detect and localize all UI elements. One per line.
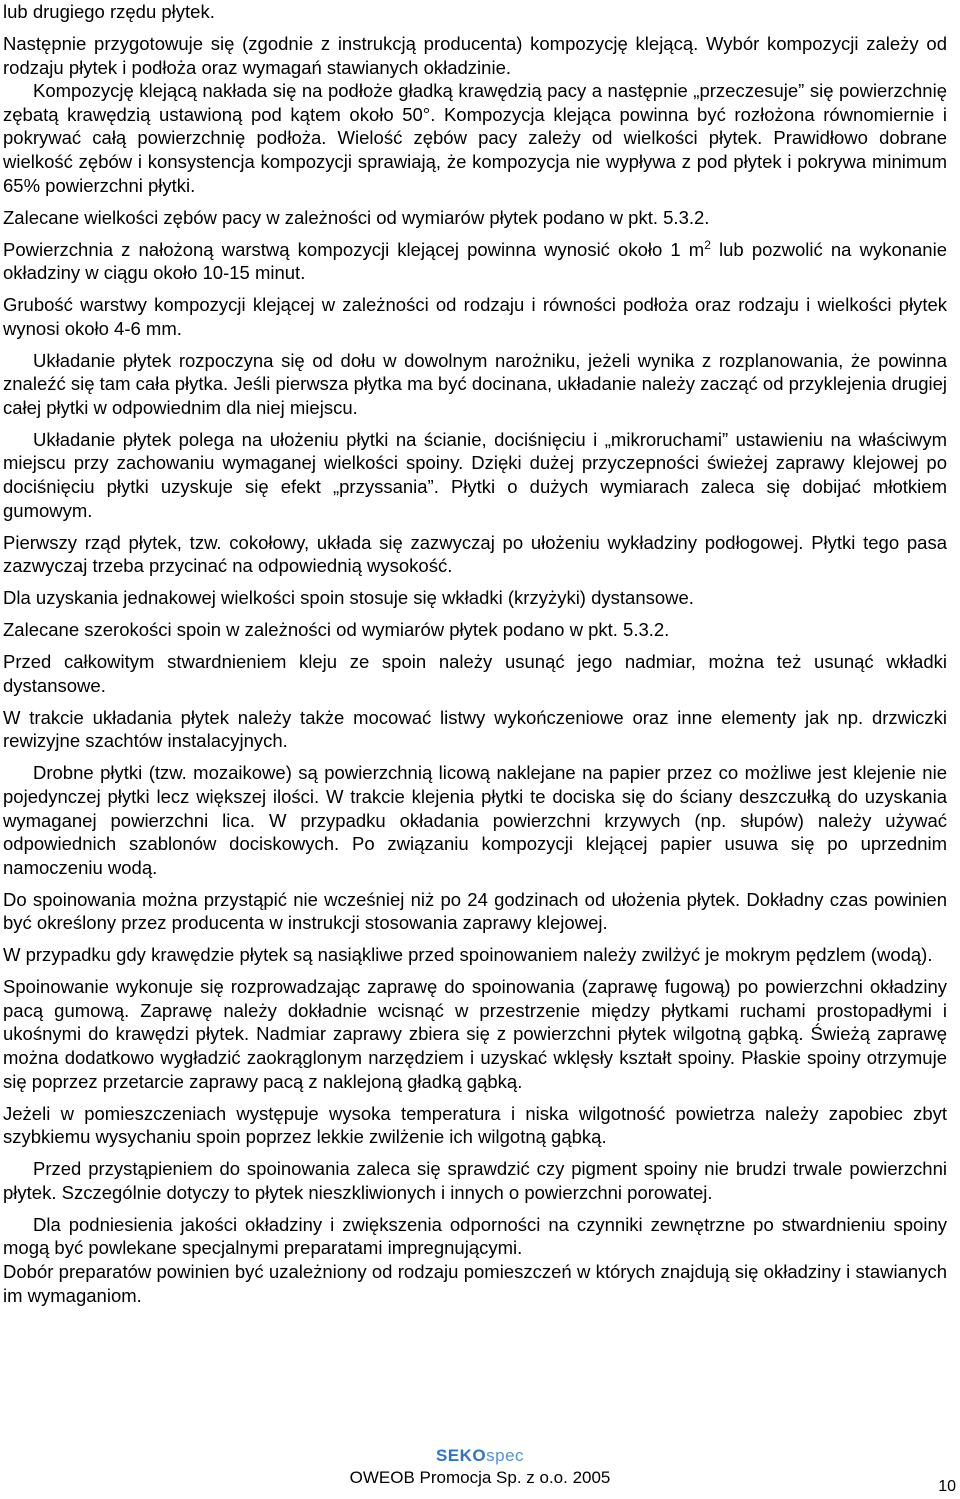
paragraph-text: Kompozycję klejącą nakłada się na podłoże gładką krawędzią pacy a następnie „przeczesuje” się powierzchnię zębatą krawędzią ustawioną pod kątem około 50°. Kompozycja klejąca powinna być rozłożona równomiernie i pokrywać całą powierzchnię podłoża. Wielość zębów pacy zależy od wielkości płytek. Prawidłowo dobrane wielkość zębów i konsystencja kompozycji sprawiają, że kompozycja nie wypływa z pod płytek i pokrywa minimum 65% powierzchni płytki. [3, 80, 947, 196]
paragraph [3, 79, 947, 197]
page-footer [0, 1446, 960, 1488]
brand-logo-light: spec [486, 1446, 525, 1465]
paragraph [3, 943, 947, 967]
paragraph [3, 706, 947, 753]
paragraph-text: Następnie przygotowuje się (zgodnie z instrukcją producenta) kompozycję klejącą. Wybór kompozycji zależy od rodzaju płytek i podłoża oraz wymagań stawianych okładzinie. [3, 32, 947, 78]
paragraph-text: W trakcie układania płytek należy także mocować listwy wykończeniowe oraz inne elementy jak np. drzwiczki rewizyjne szachtów instalacyjnych. [3, 706, 947, 752]
paragraph-text: Dla podniesienia jakości okładziny i zwiększenia odporności na czynniki zewnętrzne po stwardnieniu spoiny mogą być powlekane specjalnymi preparatami impregnującymi. [3, 1213, 947, 1259]
paragraph-text: Przed całkowitym stwardnieniem kleju ze spoin należy usunąć jego nadmiar, można też usunąć wkładki dystansowe. [3, 651, 947, 696]
paragraph-text: Przed przystąpieniem do spoinowania zaleca się sprawdzić czy pigment spoiny nie brudzi trwale powierzchni płytek. Szczególnie dotyczy to płytek nieszkliwionych i innych o powierzchni porowatej. [3, 1158, 947, 1203]
paragraph [3, 0, 947, 24]
paragraph-text: W przypadku gdy krawędzie płytek są nasiąkliwe przed spoinowaniem należy zwilżyć je mokrym pędzlem (wodą). [3, 944, 933, 966]
paragraph-text: Drobne płytki (tzw. mozaikowe) są powierzchnią licową naklejane na papier przez co możliwe jest klejenie nie pojedynczej płytki lecz większej ilości. W trakcie klejenia płytki te dociska się do ściany deszczułką do uzyskania wymaganej powierzchni lica. W przypadku okładania powierzchni krzywych (np. słupów) należy używać odpowiednich szablonów dociskowych. Po związaniu kompozycji klejącej papier usuwa się po uprzednim namoczeniu wodą. [3, 762, 947, 878]
paragraph [3, 618, 947, 642]
paragraph-text: Do spoinowania można przystąpić nie wcześniej niż po 24 godzinach od ułożenia płytek. Dokładny czas powinien być określony przez producenta w instrukcji stosowania zaprawy klejowej. [3, 888, 947, 934]
paragraph-text: Grubość warstwy kompozycji klejącej w zależności od rodzaju i równości podłoża oraz rodzaju i wielkości płytek wynosi około 4-6 mm. [3, 294, 947, 339]
paragraph-text: Spoinowanie wykonuje się rozprowadzając zaprawę do spoinowania (zaprawę fugową) po powierzchni okładziny pacą gumową. Zaprawę należy dokładnie wcisnąć w przestrzenie między płytkami ruchami prostopadłymi i ukośnymi do krawędzi płytek. Nadmiar zaprawy zbiera się z powierzchni płytek wilgotną gąbką. Świeżą zaprawę można dodatkowo wygładzić zaokrąglonym narzędziem i uzyskać wklęsły kształt spoiny. Płaskie spoiny otrzymuje się poprzez przetarcie zaprawy pacą z naklejoną gładką gąbką. [3, 976, 947, 1092]
paragraph-text: Dobór preparatów powinien być uzależniony od rodzaju pomieszczeń w których znajdują się okładziny i stawianych im wymaganiom. [3, 1260, 947, 1306]
paragraph [3, 586, 947, 610]
paragraph [3, 888, 947, 935]
paragraph [3, 1102, 947, 1149]
paragraph-text: Układanie płytek polega na ułożeniu płytki na ścianie, dociśnięciu i „mikroruchami” ustawieniu na właściwym miejscu przy zachowaniu wymaganej wielkości spoiny. Dzięki dużej przyczepności świeżej zaprawy klejowej po dociśnięciu płytki uzyskuje się efekt „przyssania”. Płytki o dużych wymiarach zaleca się dobijać młotkiem gumowym. [3, 428, 947, 521]
paragraph-text: Zalecane szerokości spoin w zależności od wymiarów płytek podano w pkt. 5.3.2. [3, 619, 670, 641]
paragraph [3, 206, 947, 230]
paragraph [3, 238, 947, 285]
paragraph [3, 428, 947, 522]
paragraph [3, 32, 947, 79]
paragraph [3, 349, 947, 420]
paragraph-text: Zalecane wielkości zębów pacy w zależności od wymiarów płytek podano w pkt. 5.3.2. [3, 206, 710, 228]
paragraph-text-continued: lub pozwolić na wykonanie okładziny w ciągu około 10-15 minut. [3, 238, 947, 284]
brand-logo-bold: SEKO [435, 1446, 487, 1465]
paragraph [3, 1213, 947, 1260]
paragraph [3, 650, 947, 697]
paragraph-text: Jeżeli w pomieszczeniach występuje wysoka temperatura i niska wilgotność powietrza należy zapobiec zbyt szybkiemu wysychaniu spoin poprzez lekkie zwilżenie ich wilgotną gąbką. [3, 1102, 947, 1148]
paragraph [3, 1260, 947, 1307]
paragraph [3, 531, 947, 578]
paragraph [3, 761, 947, 879]
paragraph [3, 293, 947, 340]
company-line: OWEOB Promocja Sp. z o.o. 2005 [349, 1468, 611, 1487]
paragraph-text: Pierwszy rząd płytek, tzw. cokołowy, układa się zazwyczaj po ułożeniu wykładziny podłogowej. Płytki tego pasa zazwyczaj trzeba przycinać na odpowiednią wysokość. [3, 531, 947, 577]
page-number: 10 [938, 1478, 956, 1495]
paragraph [3, 975, 947, 1093]
paragraph-text: lub drugiego rzędu płytek. [3, 1, 215, 22]
brand-logo [0, 1446, 960, 1466]
paragraph-text: Powierzchnia z nałożoną warstwą kompozycji klejącej powinna wynosić około 1 m [3, 238, 705, 260]
paragraph-text: Układanie płytek rozpoczyna się od dołu w dowolnym narożniku, jeżeli wynika z rozplanowania, że powinna znaleźć się tam cała płytka. Jeśli pierwsza płytka ma być docinana, układanie należy zacząć od przyklejenia drugiej całej płytki w odpowiednim dla niej miejscu. [3, 349, 947, 418]
superscript: 2 [704, 237, 711, 252]
paragraph-list [3, 0, 947, 1307]
paragraph [3, 1157, 947, 1204]
paragraph-text: Dla uzyskania jednakowej wielkości spoin stosuje się wkładki (krzyżyki) dystansowe. [3, 587, 694, 609]
document-body [3, 0, 947, 1316]
